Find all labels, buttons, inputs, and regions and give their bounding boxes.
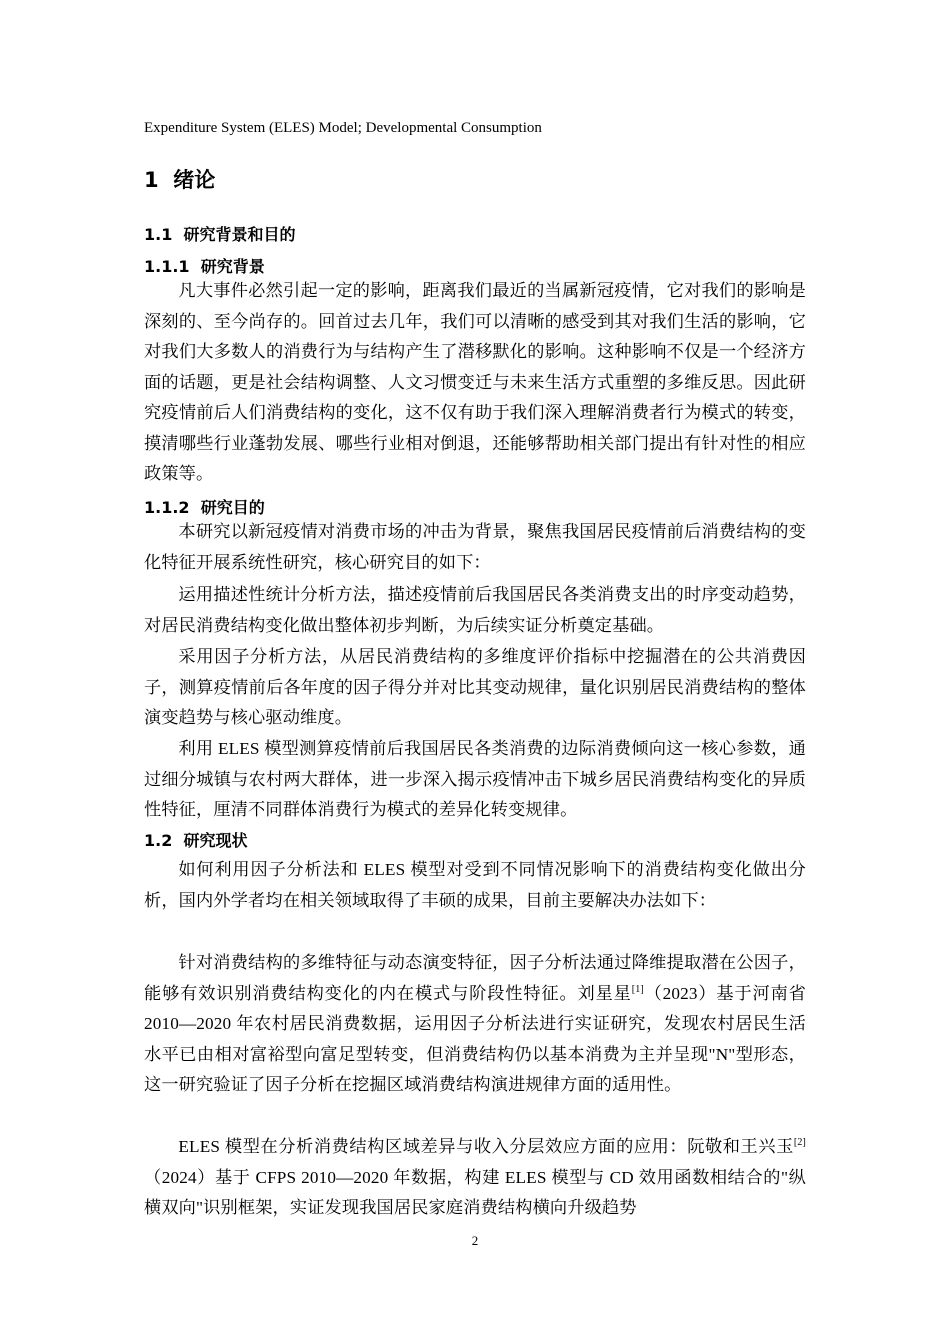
section-number: 1.1.2 xyxy=(144,498,190,517)
section-title: 研究背景和目的 xyxy=(183,225,296,244)
status-factor-paragraph xyxy=(144,948,806,1101)
section-heading-1-1 xyxy=(144,224,296,246)
status-factor-text-a: 针对消费结构的多维特征与动态演变特征，因子分析法通过降维提取潜在公因子，能够有效识别消费结构变化的内在模式与阶段性特征。刘星星 xyxy=(144,953,806,1003)
chapter-number: 1 xyxy=(144,168,159,192)
citation-ref: [2] xyxy=(793,1137,806,1148)
purpose-paragraph-3: 利用 ELES 模型测算疫情前后我国居民各类消费的边际消费倾向这一核心参数，通过细分城镇与农村两大群体，进一步深入揭示疫情冲击下城乡居民消费结构变化的异质性特征，厘清不同群体消费行为模式的差异化转变规律。 xyxy=(144,739,806,819)
section-heading-1-2 xyxy=(144,830,248,852)
page-number: 2 xyxy=(471,1233,479,1248)
purpose-paragraph-2: 采用因子分析方法，从居民消费结构的多维度评价指标中挖掘潜在的公共消费因子，测算疫情前后各年度的因子得分并对比其变动规律，量化识别居民消费结构的整体演变趋势与核心驱动维度。 xyxy=(144,647,806,727)
status-eles-text-a: ELES 模型在分析消费结构区域差异与收入分层效应方面的应用：阮敬和王兴玉 xyxy=(178,1137,794,1156)
section-title: 研究背景 xyxy=(200,257,265,276)
citation-ref: [1] xyxy=(631,983,644,995)
chapter-title: 绪论 xyxy=(173,168,216,192)
section-number: 1.1.1 xyxy=(144,257,190,276)
purpose-intro-paragraph: 本研究以新冠疫情对消费市场的冲击为背景，聚焦我国居民疫情前后消费结构的变化特征开展系统性研究，核心研究目的如下： xyxy=(144,522,806,572)
section-title: 研究现状 xyxy=(183,831,248,850)
section-number: 1.1 xyxy=(144,225,173,244)
section-heading-1-1-2 xyxy=(144,497,265,519)
section-title: 研究目的 xyxy=(200,498,265,517)
document-page xyxy=(144,0,806,1344)
section-number: 1.2 xyxy=(144,831,173,850)
keywords-continuation: Expenditure System (ELES) Model; Developmental Consumption xyxy=(144,120,542,136)
status-eles-text-b: （2024）基于 CFPS 2010—2020 年数据，构建 ELES 模型与 CD 效用函数相结合的"纵横双向"识别框架，实证发现我国居民家庭消费结构横向升级趋势 xyxy=(144,1167,806,1217)
status-eles-paragraph xyxy=(144,1132,806,1224)
chapter-heading xyxy=(144,166,215,194)
purpose-paragraph-1: 运用描述性统计分析方法，描述疫情前后我国居民各类消费支出的时序变动趋势，对居民消费结构变化做出整体初步判断，为后续实证分析奠定基础。 xyxy=(144,585,806,635)
background-paragraph: 凡大事件必然引起一定的影响，距离我们最近的当属新冠疫情，它对我们的影响是深刻的、至今尚存的。回首过去几年，我们可以清晰的感受到其对我们生活的影响，它对我们大多数人的消费行为与结构产生了潜移默化的影响。这种影响不仅是一个经济方面的话题，更是社会结构调整、人文习惯变迁与未来生活方式重塑的多维反思。因此研究疫情前后人们消费结构的变化，这不仅有助于我们深入理解消费者行为模式的转变，摸清哪些行业蓬勃发展、哪些行业相对倒退，还能够帮助相关部门提出有针对性的相应政策等。 xyxy=(144,281,806,483)
status-intro-paragraph: 如何利用因子分析法和 ELES 模型对受到不同情况影响下的消费结构变化做出分析，国内外学者均在相关领域取得了丰硕的成果，目前主要解决办法如下： xyxy=(144,860,806,910)
status-factor-text-b: （2023）基于河南省 2010—2020 年农村居民消费数据，运用因子分析法进行实证研究，发现农村居民生活水平已由相对富裕型向富足型转变，但消费结构仍以基本消费为主并呈现"N"型形态，这一研究验证了因子分析在挖掘区域消费结构演进规律方面的适用性。 xyxy=(144,983,806,1094)
section-heading-1-1-1 xyxy=(144,256,265,278)
